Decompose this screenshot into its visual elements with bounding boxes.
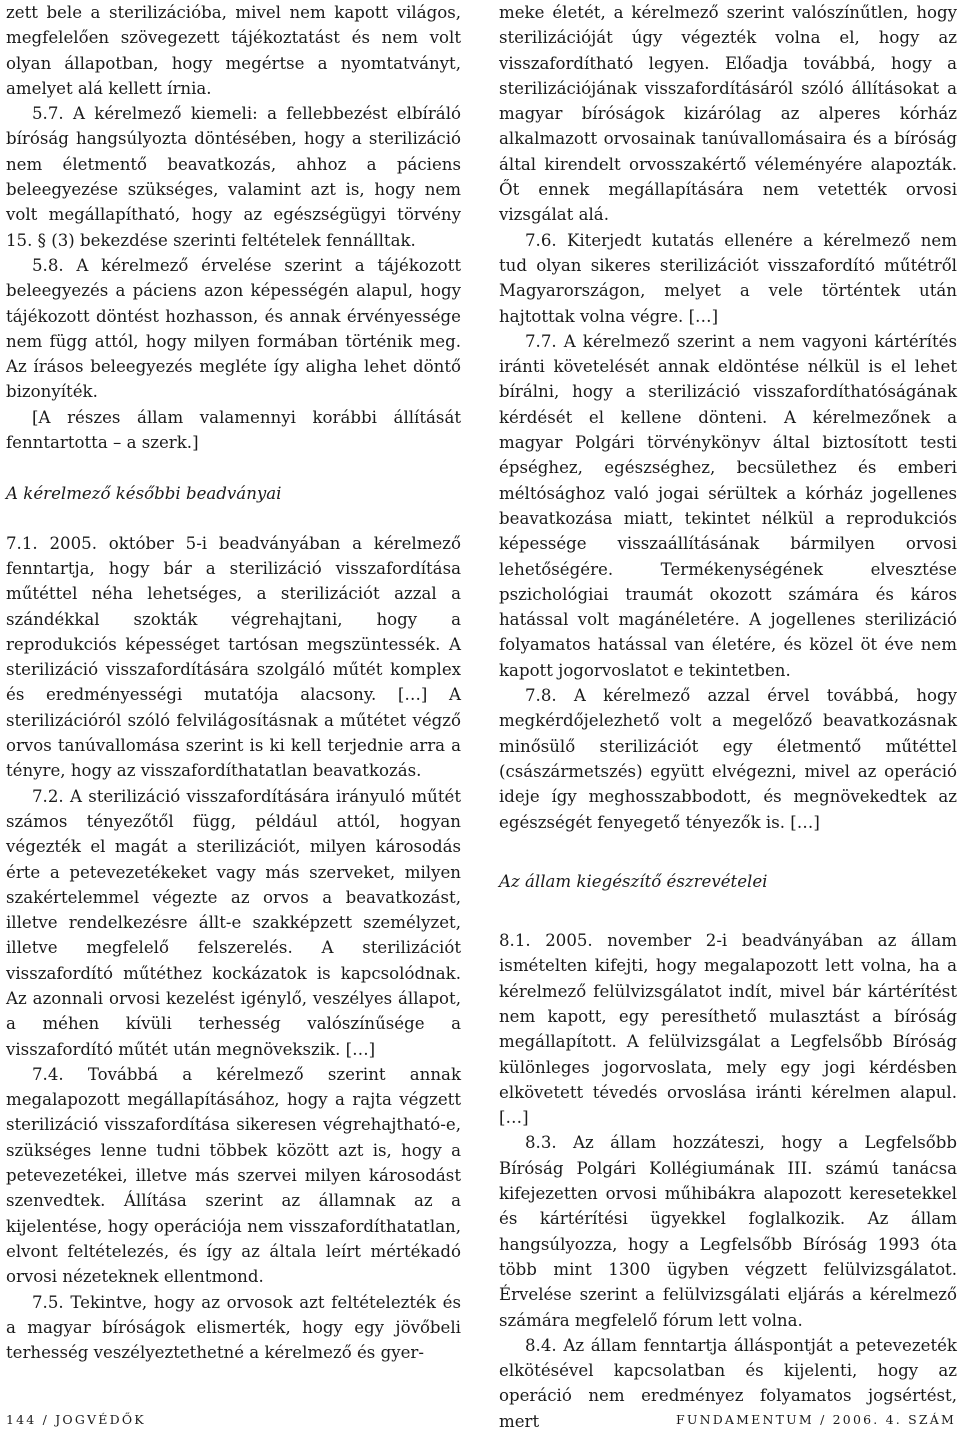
paragraph: 8.1. 2005. november 2-i beadványában az állam ismételten kifejti, hogy megalapozott lett volna, ha a kérelmező felülvizsgálatot indít, mivel bár kártérítést nem kapott, egy peresíthető mulasztást a bíróság megállapított. A felülvizsgálat a Legfelsőbb Bíróság különleges jogorvoslata, mely egy jogi kérdésben elkövetett tévedés orvoslása iránti kérelmen alapul. […] bbox=[499, 931, 957, 1128]
section-heading: Az állam kiegészítő észrevételei bbox=[499, 871, 768, 891]
paragraph: 7.2. A sterilizáció visszafordítására irányuló műtét számos tényezőtől függ, például attól, hogyan végezték el magát a sterilizációt, milyen károsodás érte a petevezetékeket vagy más szerveket, milyen szakértelemmel végezte az orvos a beavatkozást, illetve rendelkezésre állt-e szakképzett személyzet, illetve megfelelő felszerelés. A sterilizációt visszafordító műtéthez kockázatok is kapcsolódnak. Az azonnali orvosi kezelést igénylő, veszélyes állapot, a méhen kívüli terhesség valószínűsége a visszafordító műtét után megnövekszik. […] bbox=[6, 786, 461, 1059]
paragraph: 7.4. Továbbá a kérelmező szerint annak megalapozott megállapításához, hogy a rajta végzett sterilizáció visszafordítása sikeresen végrehajtható-e, szükséges lenne tudni többek között azt is, hogy a petevezetékei, illetve más szervei milyen károsodást szenvedtek. Állítása szerint az államnak az a kijelentése, hogy operációja nem visszafordíthatatlan, elvont feltételezés, és így az általa leírt mértékadó orvosi nézeteknek ellentmond. bbox=[6, 1064, 461, 1287]
paragraph: 8.4. Az állam fenntartja álláspontját a petevezeték elkötésével kapcsolatban és kijelenti, hogy az operáció nem eredményez folyamatos jogsértést, mert bbox=[499, 1335, 957, 1431]
paragraph: 7.1. 2005. október 5-i beadványában a kérelmező fenntartja, hogy bár a sterilizáció visszafordítása műtéttel néha lehetséges, a sterilizációt azzal a szándékkal szokták végrehajtani, hogy a reprodukciós képességet tartósan megszüntessék. A sterilizáció visszafordítására szolgáló műtét komplex és eredményességi mutatója alacsony. […] A sterilizációról szóló felvilágosításnak a műtétet végző orvos tanúvallomása szerint is ki kell terjednie arra a tényre, hogy az visszafordíthatatlan beavatkozás. bbox=[6, 533, 461, 781]
paragraph: zett bele a sterilizációba, mivel nem kapott világos, megfelelően szövegezett tájékoztatást és nem volt olyan állapotban, hogy megértse a nyomtatványt, amelyet alá kellett írnia. bbox=[6, 3, 461, 98]
paragraph: 8.3. Az állam hozzáteszi, hogy a Legfelsőbb Bíróság Polgári Kollégiumának III. számú tanácsa kifejezetten orvosi műhibákra alapozott keresetekkel és kártérítési ügyekkel foglalkozik. Az állam hangsúlyozza, hogy a Legfelsőbb Bíróság 1993 óta több mint 1300 ügyben végzett felülvizsgálatot. Érvelése szerint a felülvizsgálati eljárás a kérelmező számára megfelelő fórum lett volna. bbox=[499, 1133, 957, 1330]
paragraph: 7.5. Tekintve, hogy az orvosok azt feltételezték és a magyar bíróságok elismerték, hogy egy jövőbeli terhesség veszélyeztethetné a kérelmező és gyer- bbox=[6, 1292, 461, 1363]
paragraph: meke életét, a kérelmező szerint valószínűtlen, hogy sterilizációját úgy végezték volna el, hogy az visszafordítható legyen. Előadja továbbá, hogy a sterilizációjának visszafordításáról szóló állításokat a magyar bíróságok kizárólag az alperes kórház alkalmazott orvosainak tanúvallomásaira és a bíróság által kirendelt orvosszakértő véleményére alapozták. Őt ennek megállapítására nem vetették orvosi vizsgálat alá. bbox=[499, 3, 957, 225]
editor-note: [A részes állam valamennyi korábbi állítását fenntartotta – a szerk.] bbox=[6, 407, 461, 453]
page-footer bbox=[0, 1412, 960, 1432]
left-column bbox=[6, 0, 461, 1365]
paragraph: 7.6. Kiterjedt kutatás ellenére a kérelmező nem tud olyan sikeres sterilizációt visszafordító műtétről Magyarországon, melyet a vele történtek után hajtottak volna végre. […] bbox=[499, 230, 957, 326]
footer-page-section: 144 / JOGVÉDŐK bbox=[6, 1412, 146, 1427]
paragraph: 5.8. A kérelmező érvelése szerint a tájékozott beleegyezés a páciens azon képességén alapul, hogy tájékozott döntést hozhasson, és annak érvényessége nem függ attól, hogy milyen formában történik meg. Az írásos beleegyezés megléte így aligha lehet döntő bizonyíték. bbox=[6, 255, 461, 402]
paragraph: 5.7. A kérelmező kiemeli: a fellebbezést elbíráló bíróság hangsúlyozta döntésében, hogy a sterilizáció nem életmentő beavatkozás, ahhoz a páciens beleegyezése szükséges, valamint azt is, hogy nem volt megállapítható, hogy az egészségügyi törvény 15. § (3) bekezdése szerinti feltételek fennálltak. bbox=[6, 104, 461, 250]
paragraph: 7.7. A kérelmező szerint a nem vagyoni kártérítés iránti követelését annak eldöntése nélkül is el lehet bírálni, hogy a sterilizáció visszafordíthatóságának kérdését el kellene dönteni. A kérelmezőnek a magyar Polgári törvénykönyv által biztosított testi épséghez, egészséghez, becsülethez és emberi méltósághoz való jogai sérültek a kórház jogellenes beavatkozása miatt, tekintet nélkül a reprodukciós képessége visszaállításának bármilyen orvosi lehetőségére. Termékenységének elvesztése pszichológiai traumát okozott számára és káros hatással volt magánéletére. A jogellenes sterilizáció folyamatos hatással van életére, és közel öt éve nem kapott jogorvoslatot e tekintetben. bbox=[499, 331, 957, 680]
paragraph: 7.8. A kérelmező azzal érvel továbbá, hogy megkérdőjelezhető volt a megelőző beavatkozásnak minősülő sterilizációt egy életmentő műtéttel (császármetszés) együtt elvégezni, mivel az operáció ideje így meghosszabbodott, és megnövekedtek az egészségét fenyegető tényezők is. […] bbox=[499, 686, 957, 832]
footer-publication: FUNDAMENTUM / 2006. 4. SZÁM bbox=[675, 1412, 956, 1427]
right-column bbox=[499, 0, 957, 1434]
section-heading: A kérelmező későbbi beadványai bbox=[6, 484, 282, 504]
